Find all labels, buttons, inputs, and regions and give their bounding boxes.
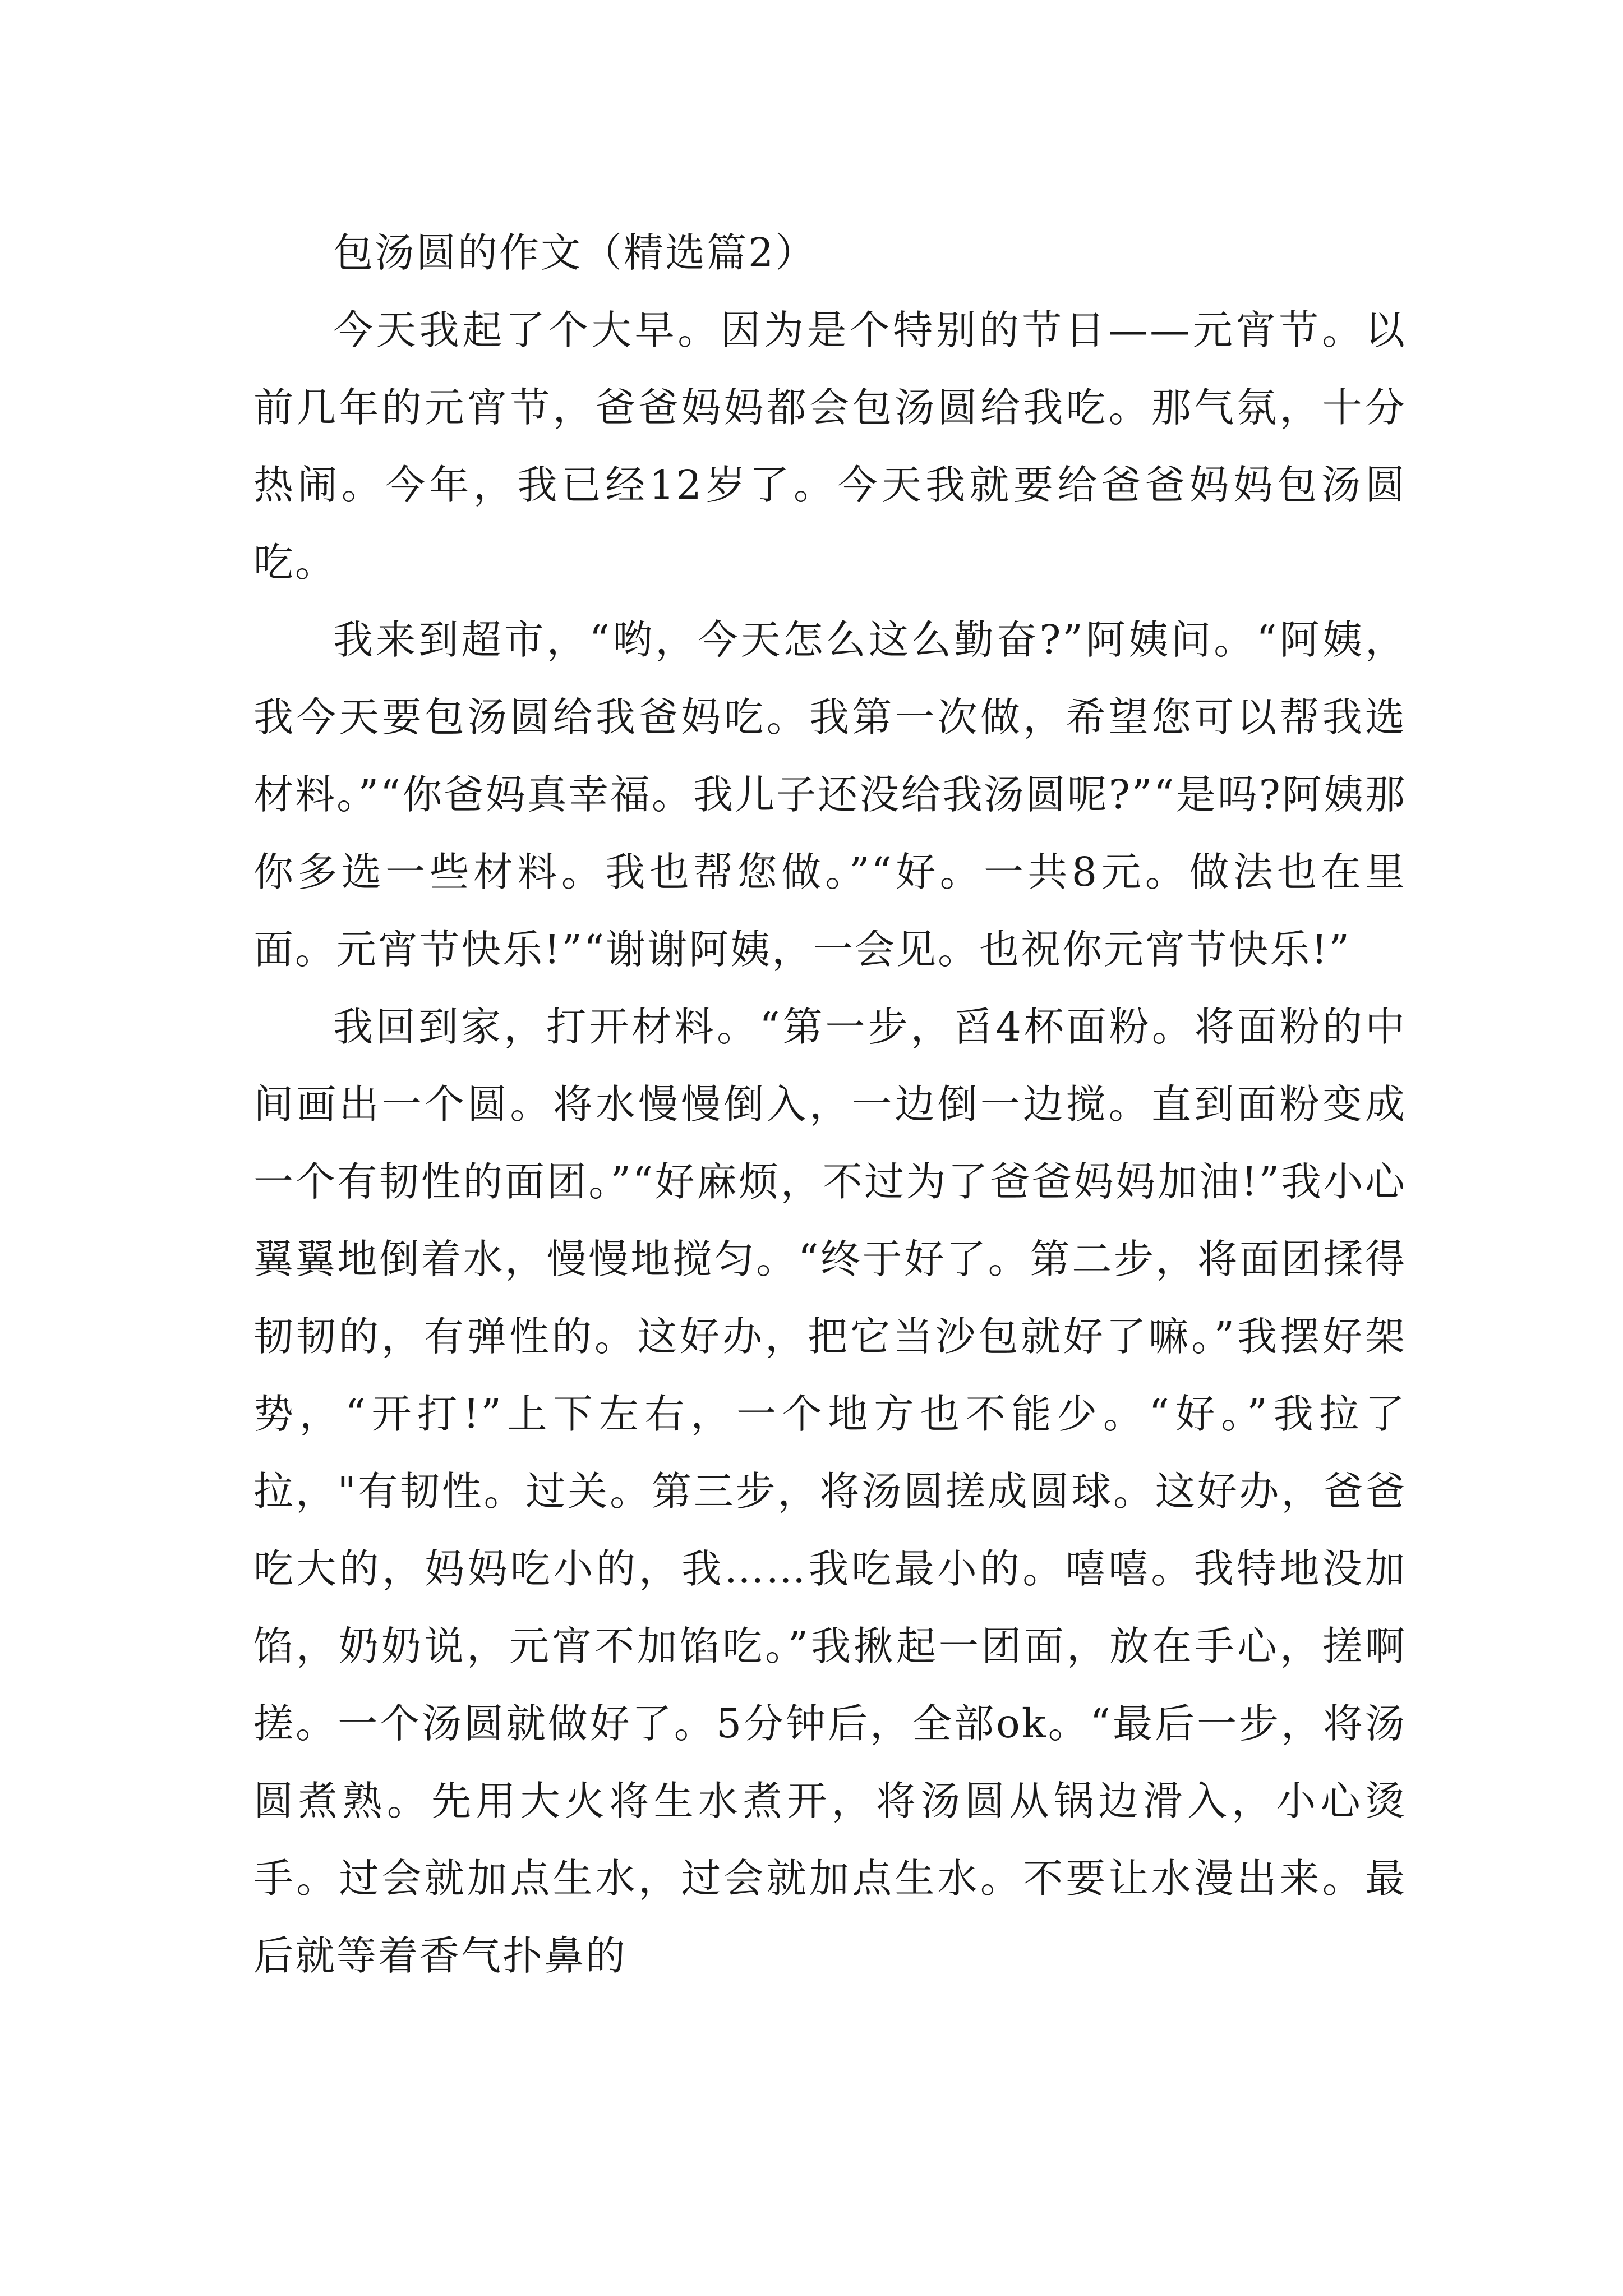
paragraph-1: 今天我起了个大早。因为是个特别的节日——元宵节。以前几年的元宵节，爸爸妈妈都会包汤圆给我吃。那气氛，十分热闹。今年，我已经12岁了。今天我就要给爸爸妈妈包汤圆吃。 (253, 307, 1407, 586)
paragraph-3: 我回到家，打开材料。“第一步，舀4杯面粉。将面粉的中间画出一个圆。将水慢慢倒入，一边倒一边搅。直到面粉变成一个有韧性的面团。”“好麻烦，不过为了爸爸妈妈加油!”我小心翼翼地倒着水，慢慢地搅匀。“终于好了。第二步，将面团揉得韧韧的，有弹性的。这好办，把它当沙包就好了嘛。”我摆好架势，“开打!”上下左右，一个地方也不能少。“好。”我拉了拉，"有韧性。过关。第三步，将汤圆搓成圆球。这好办，爸爸吃大的，妈妈吃小的，我……我吃最小的。嘻嘻。我特地没加馅，奶奶说，元宵不加馅吃。”我揪起一团面，放在手心，搓啊搓。一个汤圆就做好了。5分钟后，全部ok。“最后一步，将汤圆煮熟。先用大火将生水煮开，将汤圆从锅边滑入，小心烫手。过会就加点生水，过会就加点生水。不要让水漫出来。最后就等着香气扑鼻的 (253, 1004, 1407, 1979)
essay-title: 包汤圆的作文（精选篇2） (333, 229, 817, 276)
paragraph-2: 我来到超市，“哟，今天怎么这么勤奋?”阿姨问。“阿姨，我今天要包汤圆给我爸妈吃。我第一次做，希望您可以帮我选材料。”“你爸妈真幸福。我儿子还没给我汤圆呢?”“是吗?阿姨那你多选一些材料。我也帮您做。”“好。一共8元。做法也在里面。元宵节快乐!”“谢谢阿姨，一会见。也祝你元宵节快乐!” (253, 616, 1407, 973)
document-body (253, 214, 1407, 1995)
